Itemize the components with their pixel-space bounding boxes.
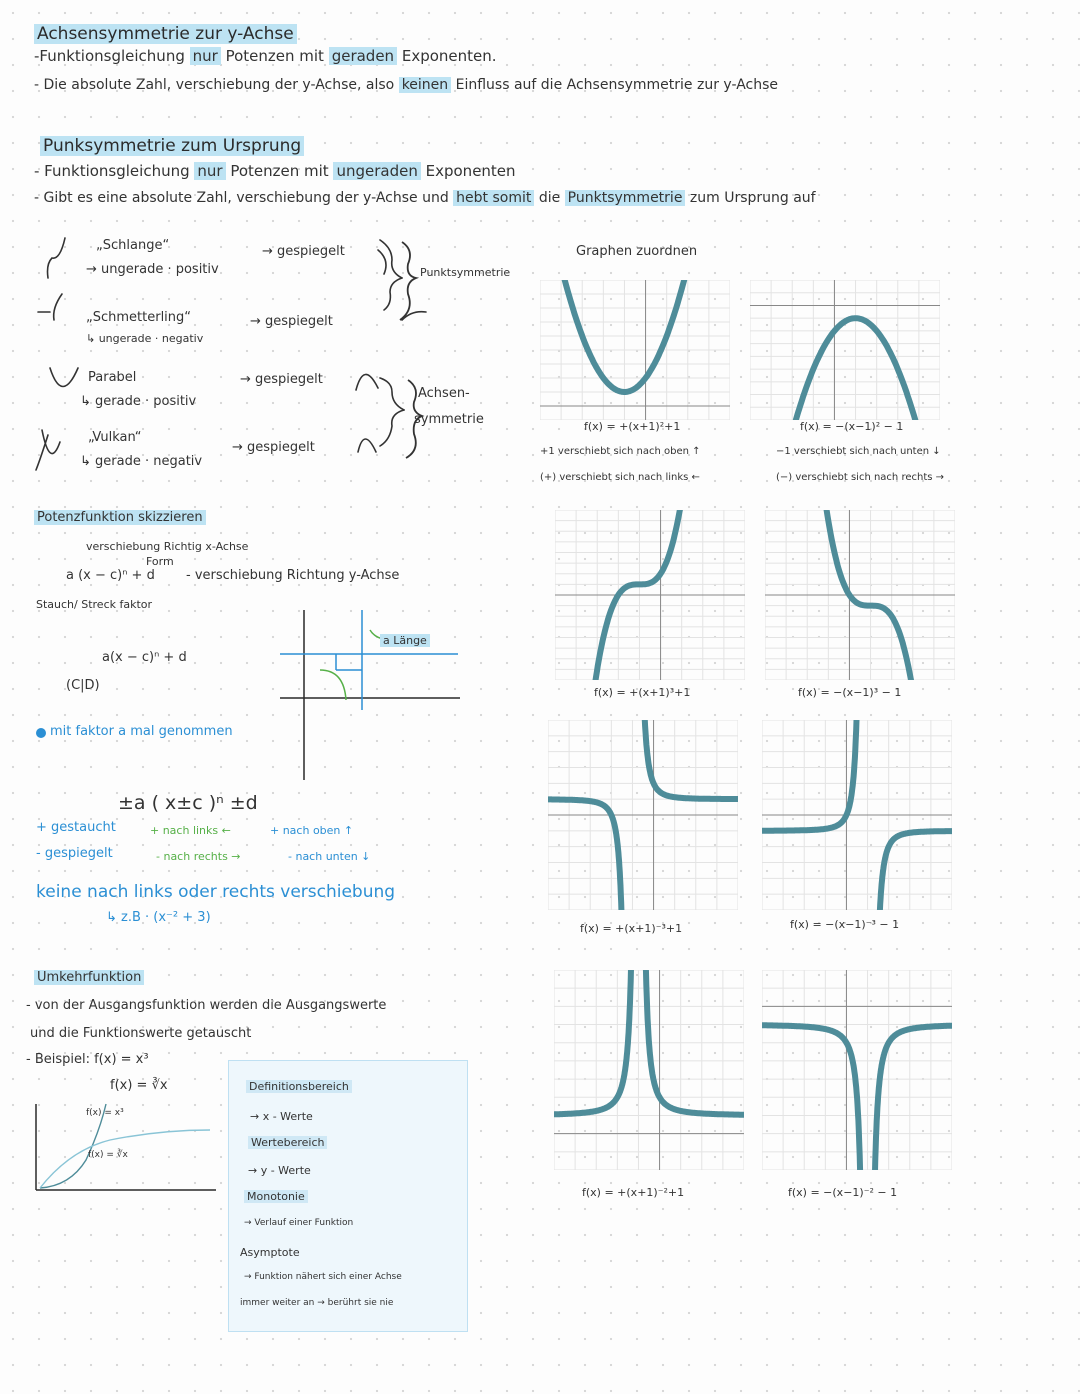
def-xwerte: → x - Werte [250,1110,313,1123]
potenz-plus-1: + gestaucht [36,820,116,835]
def-werte: Wertebereich [248,1136,327,1149]
section-title-umkehr: Umkehrfunktion [34,970,144,985]
potenz-plus-2: + nach links ← [150,824,231,837]
def-ywerte: → y - Werte [248,1164,311,1177]
shape-vulkan: „Vulkan“ [88,430,142,445]
graph-curve [554,970,631,1114]
graph-curve [875,1026,952,1170]
graph-2 [750,280,940,420]
achsen-line-2: - Die absolute Zahl, verschiebung der y-Achse, also keinen Einfluss auf die Achsensymmetrie zur y-Achse [34,77,778,93]
graph-2-label: f(x) = −(x−1)² − 1 [800,420,904,433]
punkt-line-1: - Funktionsgleichung nur Potenzen mit ungeraden Exponenten [34,162,516,180]
shape-vulkan-mirror: → gespiegelt [232,440,315,455]
potenz-plus-3: + nach oben ↑ [270,824,354,837]
potenz-keine: keine nach links oder rechts verschiebung [36,882,396,902]
def-asym-2: immer weiter an → berührt sie nie [240,1298,394,1308]
shape-schmetterling-mirror: → gespiegelt [250,314,333,329]
graph-curve [880,831,953,910]
umkehr-beispiel: - Beispiel: f(x) = x³ [26,1052,149,1067]
def-definition: Definitionsbereich [246,1080,352,1093]
achsen-label-1: Achsen- [418,386,470,401]
potenz-formula-2: a(x − c)ⁿ + d [102,650,187,665]
graph-5-label: f(x) = +(x+1)⁻³+1 [580,922,683,935]
potenz-minus-2: - nach rechts → [156,850,241,863]
potenz-laenge: a Länge [380,634,430,647]
potenz-form: Form [146,555,174,568]
def-verlauf: → Verlauf einer Funktion [244,1218,354,1228]
graph-curve [645,720,738,799]
shape-vulkan-sub: ↳ gerade · negativ [80,454,203,469]
graph-8 [762,970,952,1170]
graph-3 [555,510,745,680]
potenz-faktor: mit faktor a mal genommen [50,724,233,739]
bullet-dot [36,728,46,738]
def-asymptote: Asymptote [240,1246,300,1259]
graph-3-label: f(x) = +(x+1)³+1 [594,686,691,699]
graph-6-label: f(x) = −(x−1)⁻³ − 1 [790,918,900,931]
section-title-potenz: Potenzfunktion skizzieren [34,510,206,525]
graph-2-note-1: −1 verschiebt sich nach unten ↓ [776,446,941,457]
shape-parabel-mirror: → gespiegelt [240,372,323,387]
shape-schmetterling: „Schmetterling“ [86,310,192,325]
graph-2-note-2: (−) verschiebt sich nach rechts → [776,472,945,483]
shape-schlange-mirror: → gespiegelt [262,244,345,259]
graph-1-label: f(x) = +(x+1)²+1 [584,420,681,433]
graphs-title: Graphen zuordnen [576,244,698,259]
graph-5 [548,720,738,910]
umkehr-line-1: - von der Ausgangsfunktion werden die Ausgangswerte [26,998,387,1013]
shape-schlange-sub: → ungerade · positiv [86,262,219,277]
umkehr-line-2: und die Funktionswerte getauscht [30,1026,252,1041]
graph-1-note-2: (+) verschiebt sich nach links ← [540,472,700,483]
potenz-minus-1: - gespiegelt [36,846,113,861]
graph-7-label: f(x) = +(x+1)⁻²+1 [582,1186,685,1199]
graph-4 [765,510,955,680]
graph-6 [762,720,952,910]
section-title-punktsymmetrie: Punksymmetrie zum Ursprung [40,136,304,156]
shape-schlange: „Schlange“ [96,238,170,253]
potenz-cd: (C|D) [66,678,100,693]
graph-7 [554,970,744,1170]
potenz-formula: a (x − c)ⁿ + d [66,568,155,583]
potenz-zb: ↳ z.B · (x⁻² + 3) [106,910,211,925]
shape-parabel-sub: ↳ gerade · positiv [80,394,197,409]
potenz-formula-3: ±a ( x±c )ⁿ ±d [118,792,258,814]
punkt-line-2: - Gibt es eine absolute Zahl, verschiebung der y-Achse und hebt somit die Punktsymmetrie zum Ursprung auf [34,190,816,206]
shape-schmetterling-sub: ↳ ungerade · negativ [86,332,204,345]
graph-curve [762,720,857,831]
potenz-verschiebung-y: - verschiebung Richtung y-Achse [186,568,400,583]
shape-parabel: Parabel [88,370,137,385]
achsen-label-2: symmetrie [414,412,484,427]
achsen-line-1: -Funktionsgleichung nur Potenzen mit geraden Exponenten. [34,47,497,65]
graph-1 [540,280,730,420]
graph-1-note-1: +1 verschiebt sich nach oben ↑ [540,446,701,457]
punkt-label: Punktsymmetrie [420,266,511,279]
potenz-verschiebung-x: verschiebung Richtig x-Achse [86,540,249,553]
graph-4-label: f(x) = −(x−1)³ − 1 [798,686,902,699]
def-asym-1: → Funktion nähert sich einer Achse [244,1272,402,1282]
umkehr-g2: f(x) = ∛x [88,1150,128,1160]
section-title-achsensymmetrie: Achsensymmetrie zur y-Achse [34,24,297,44]
umkehr-sketch [30,1100,220,1196]
potenz-stauch: Stauch/ Streck faktor [36,598,153,611]
graph-curve [548,799,622,910]
graph-8-label: f(x) = −(x−1)⁻² − 1 [788,1186,898,1199]
umkehr-inverse: f(x) = ∛x [110,1078,168,1093]
umkehr-g1: f(x) = x³ [86,1108,124,1118]
potenz-minus-3: - nach unten ↓ [288,850,371,863]
def-monotonie: Monotonie [244,1190,308,1203]
